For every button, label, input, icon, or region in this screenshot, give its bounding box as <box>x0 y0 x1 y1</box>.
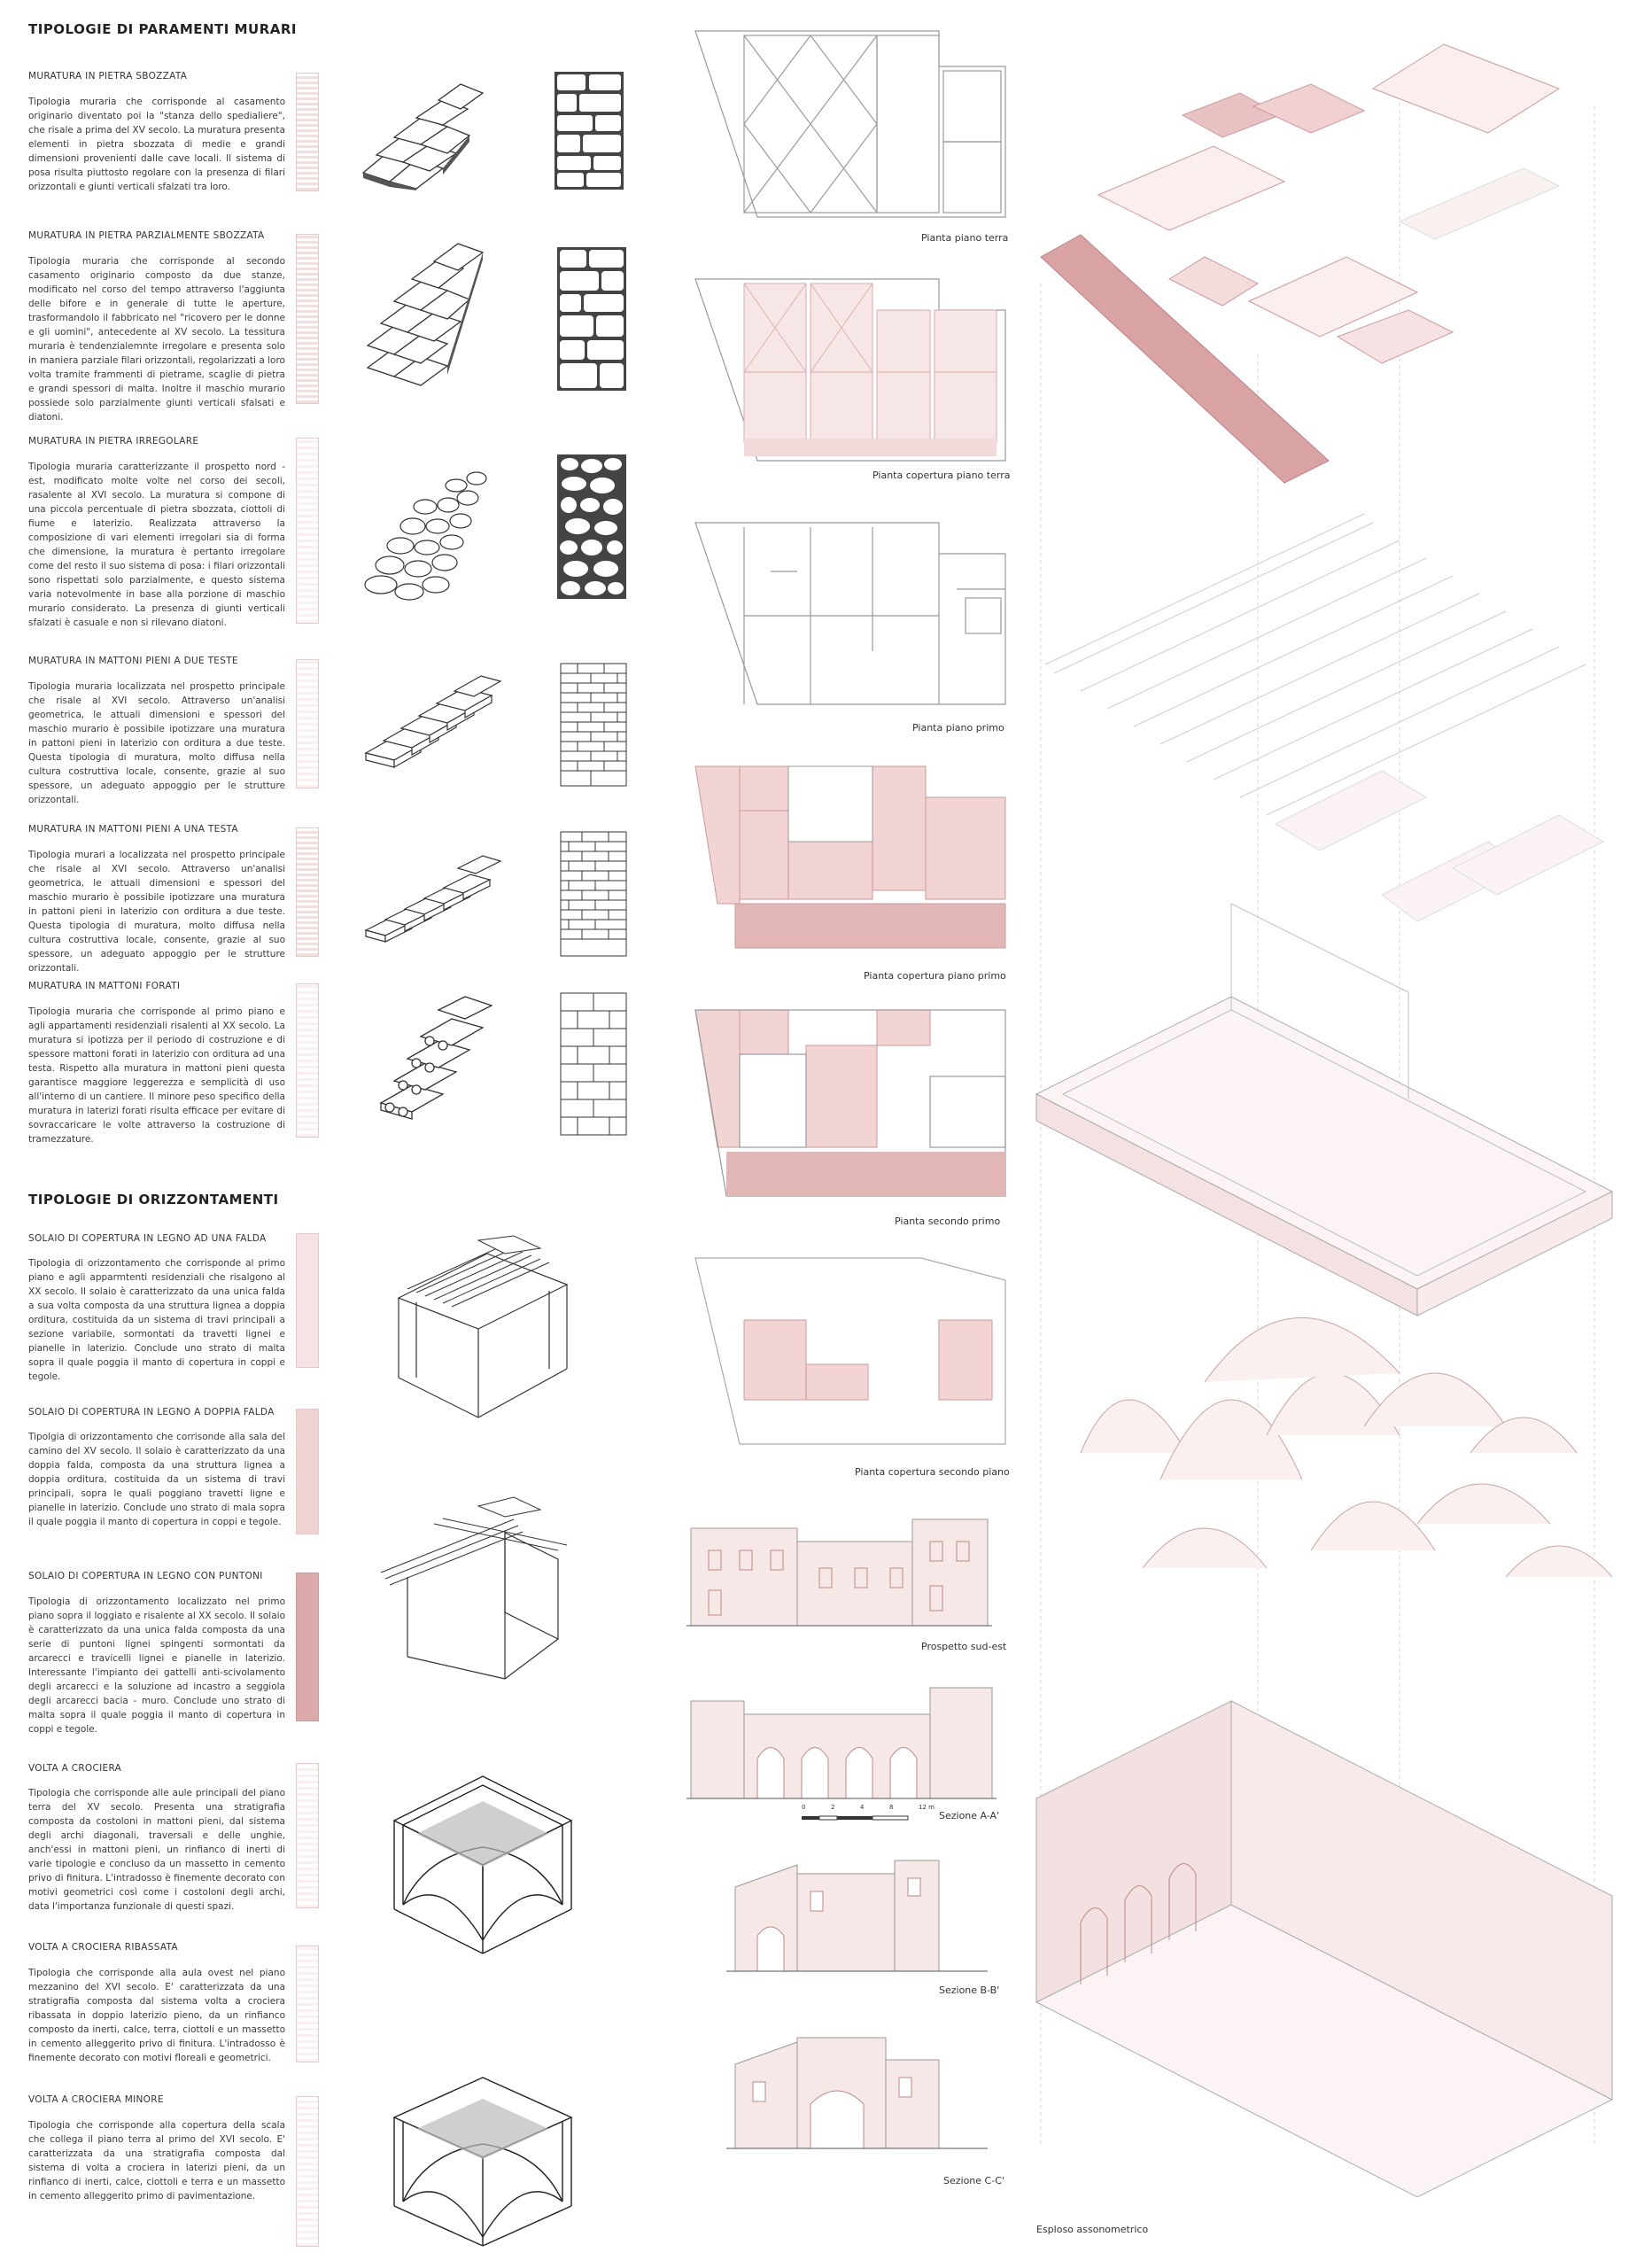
roof-axonometric-una-falda <box>390 1236 576 1422</box>
plan-secondo-primo <box>691 1006 1010 1200</box>
wall-elevation-sbozzata <box>554 71 624 190</box>
floor-type-description: Tipologia che corrisponde alla aula ovest nel piano mezzanino del XVI secolo. E' caratterizzata da una stratigrafia composta dal sistema volta a crociera ribassata in doppio laterizio pieno, da un rinfianco composto da inerti, calce, terra, ciottoli e un massetto in cemento alleggerito privo di finitura. L'intradosso è finemente decorato con motivi floreali e geometrici. <box>28 1968 285 2063</box>
scale-label: 0 <box>802 1804 806 1811</box>
scale-label: 2 <box>831 1804 835 1811</box>
wall-swatch <box>296 659 319 788</box>
floor-type-description: Tipologia che corrisponde alla copertura della scala che collega il piano terra al primo del XVI secolo. E' caratterizzata da una stratigrafia composta dal sistema di volta a crociera in laterizi pieni, da un rinfianco di inerti, calce, ciottoli e terra e un massetto in cemento alleggerito primo di pavimentazione. <box>28 2120 285 2202</box>
floor-type-title: VOLTA A CROCIERA RIBASSATA <box>28 1942 178 1953</box>
wall-type-title: MURATURA IN MATTONI PIENI A UNA TESTA <box>28 824 238 835</box>
roof-axonometric-doppia-falda <box>381 1497 576 1683</box>
floor-swatch <box>296 1573 319 1721</box>
plan-copertura-piano-primo <box>691 762 1010 952</box>
section-title-paramenti: TIPOLOGIE DI PARAMENTI MURARI <box>28 21 297 37</box>
floor-swatch <box>296 1763 319 1908</box>
plan-caption: Pianta copertura secondo piano <box>855 1466 1010 1478</box>
vault-axonometric-crociera <box>390 1776 576 1953</box>
wall-axonometric-sbozzata <box>354 66 505 190</box>
exploded-axonometric <box>1028 18 1639 2215</box>
wall-type-description: Tipologia muraria caratterizzante il prospetto nord - est, modificato molte volte nel corso dei secoli, rasalente al XVI secolo. La muratura si compone di una piccola percentuale di pietra sbozzata, ciottoli di fiume e laterizio. Realizzata attraverso la composizione di vari elementi irregolari sia di forma che dimensione, la muratura è pertanto irregolare come del resto il suo sistema di posa: i filari orizzontali sono rispettati solo parzialmente, e questo sistema varia notevolmente in base alla porzione di maschio murario considerato. La presenza di giunti verticali sfalzati è casuale e non si rilevano diatoni. <box>28 462 285 628</box>
wall-axonometric-irregolare <box>354 461 505 607</box>
floor-swatch <box>296 1409 319 1534</box>
floor-type-description: Tipologia che corrisponde alle aule principali del piano terra del XV secolo. Presenta una stratigrafia composta da costoloni in mattoni pieni, dal sistema degli archi diagonali, traversali e delle unghie, anch'essi in mattoni pieni, un rinfianco di inerti di varie tipologie e concluso da un massetto in cemento privo di finitura. L'intradosso è finemente decorato con motivi geometrici così come i costoloni degli archi, data l'importanza funzionale di questi spazi. <box>28 1788 285 1912</box>
floor-type-title: VOLTA A CROCIERA MINORE <box>28 2094 164 2105</box>
plan-caption: Pianta copertura piano terra <box>873 470 1011 481</box>
floor-swatch <box>296 1233 319 1368</box>
floor-type-description: Tipolgia di orizzontamento che corrisonde alla sala del camino del XV secolo. Il solaio è caratterizzato da una doppia falda, composta da una struttura lignea a doppia orditura, costituida da un sistema di travi principali, sopra le quali poggiano travetti ligne e pianelle in laterizio. Conclude uno strato di mala sopra il quale poggia il manto di copertura in coppi e tegole. <box>28 1432 285 1527</box>
floor-type-description: Tipologia di orizzontamento localizzato nel primo piano sopra il loggiato e risalente al XX secolo. Il solaio è caratterizzato da una unica falda composta da una serie di puntoni lignei spingenti sormontati da arcarecci e travicelli lignei e pianelle in laterizio. Interessante l'impianto dei gattelli anti-scivolamento degli arcarecci e la soluzione ad incastro a seggiola degli arcarecci bacia - muro. Conclude uno strato di malta sopra il quale poggia il manto di copertura in coppi e tegole. <box>28 1596 285 1735</box>
scale-label: 4 <box>860 1804 865 1811</box>
section-a <box>686 1679 1001 1803</box>
wall-type-description: Tipologia muraria che corrisponde al secondo casamento originario composto da due stanze, modificato nel corso del tempo attraverso l'aggiunta delle bifore e in generale di tutte le aperture, trasformandolo il fabbricato nel "ricovero per le donne e gli uomini", antecedente al XV secolo. La tessitura muraria è tendenzialemnte irregolare e presenta solo in maniera parziale filari orizzontali, regolarizzati a loro volta tramite frammenti di pietrame, scaglie di pietra e grandi spessori di malta. Inoltre il maschio murario possiede solo parzialmente giunti verticali sfalsati e diatoni. <box>28 256 285 423</box>
wall-type-title: MURATURA IN MATTONI PIENI A DUE TESTE <box>28 656 238 666</box>
vault-axonometric-minore <box>390 2078 576 2250</box>
floor-type-title: SOLAIO DI COPERTURA IN LEGNO CON PUNTONI <box>28 1571 263 1581</box>
wall-type-title: MURATURA IN PIETRA PARZIALMENTE SBOZZATA <box>28 230 265 241</box>
plan-piano-primo <box>691 518 1010 709</box>
floor-swatch <box>296 1946 319 2062</box>
wall-type-title: MURATURA IN MATTONI FORATI <box>28 981 181 991</box>
section-c <box>726 2029 992 2153</box>
wall-elevation-parz-sbozzata <box>556 246 627 392</box>
scale-bar-labels <box>802 1804 935 1811</box>
plan-copertura-piano-terra <box>691 275 1010 465</box>
wall-elevation-una-testa <box>560 831 627 957</box>
wall-swatch <box>296 73 319 191</box>
plan-caption: Esploso assonometrico <box>1036 2224 1149 2235</box>
wall-type-description: Tipologia murari a localizzata nel prospetto principale che risale al XVI secolo. Attraverso un'analisi geometrica, le attuali dimensioni e spessori del maschio murario è possibile ipotizzare una muratura in pattoni pieni in laterizio con orditura a due teste. Questa tipologia di muratura, molto diffusa nella cultura costruttiva locale, consente, grazie al suo spessore, un adeguato appoggio per le strutture orizzontali. <box>28 850 285 974</box>
section-title-orizzontamenti: TIPOLOGIE DI ORIZZONTAMENTI <box>28 1192 279 1208</box>
wall-type-description: Tipologia muraria che corrisponde al casamento originario diventato poi la "stanza dello spedialiere", che risale a prima del XV secolo. La muratura presenta elementi in pietra sbozzata di medie e grandi dimensioni provenienti dalle cave locali. Il sistema di posa risulta piuttosto regolare con la presenza di filari orizzontali e giunti verticali sfalzati tra loro. <box>28 97 285 192</box>
plan-caption: Pianta piano primo <box>912 722 1004 734</box>
plan-caption: Sezione C-C' <box>943 2175 1004 2186</box>
floor-type-title: VOLTA A CROCIERA <box>28 1763 122 1774</box>
wall-axonometric-una-testa <box>359 842 509 948</box>
wall-swatch <box>296 234 319 404</box>
plan-caption: Pianta piano terra <box>921 232 1009 244</box>
floor-swatch <box>296 2096 319 2247</box>
wall-elevation-due-teste <box>560 663 627 787</box>
wall-axonometric-parz-sbozzata <box>359 235 500 390</box>
wall-swatch <box>296 438 319 624</box>
plan-caption: Sezione A-A' <box>939 1810 1000 1821</box>
plan-caption: Sezione B-B' <box>939 1984 1000 1996</box>
wall-elevation-irregolare <box>556 454 627 600</box>
floor-type-description: Tipologia di orizzontamento che corrisponde al primo piano e agli apparmtenti residenziali che risalgono al XX secolo. Il solaio è caratterizzato da una unica falda a sua volta composta da una struttura lignea a doppia orditura, costituida da un sistema di travi principali a sezione variabile, sormontati da travetti lignei e pianelle in laterizio. Conclude uno strato di malta sopra il quale poggia il manto di copertura in coppi e tegole. <box>28 1258 285 1382</box>
wall-type-description: Tipologia muraria che corrisponde al primo piano e agli appartamenti residenziali risalenti al XX secolo. La muratura si ipotizza per il periodo di costruzione e di spessore mattoni forati in laterizio con orditura ad una testa. Rispetto alla muratura in mattoni pieni questa garantisce maggiore leggerezza e semplicità di uso all'interno di un cantiere. Il minore peso specifico della muratura in laterizi forati risulta efficace per evitare di sovraccaricare le volte attraverso la costruzione di tramezzature. <box>28 1006 285 1145</box>
wall-swatch <box>296 983 319 1138</box>
wall-axonometric-forati <box>363 988 505 1121</box>
plan-caption: Pianta copertura piano primo <box>864 970 1006 982</box>
elevation-prospetto <box>686 1506 997 1630</box>
plan-copertura-secondo-piano <box>691 1254 1010 1449</box>
wall-swatch <box>296 827 319 957</box>
plan-caption: Pianta secondo primo <box>895 1216 1001 1227</box>
wall-axonometric-due-teste <box>359 656 509 771</box>
wall-type-description: Tipologia muraria localizzata nel prospetto principale che risale al XVI secolo. Attraverso un'analisi geometrica, le attuali dimensioni e spessori del maschio murario è possibile ipotizzare una muratura in pattoni pieni in laterizio con orditura a due teste. Questa tipologia di muratura, molto diffusa nella cultura costruttiva locale, consente, grazie al suo spessore, un adeguato appoggio per le strutture orizzontali. <box>28 681 285 805</box>
scale-label: 8 <box>889 1804 894 1811</box>
wall-elevation-forati <box>560 992 627 1136</box>
plan-caption: Prospetto sud-est <box>921 1641 1007 1652</box>
floor-type-title: SOLAIO DI COPERTURA IN LEGNO AD UNA FALDA <box>28 1233 267 1244</box>
wall-type-title: MURATURA IN PIETRA IRREGOLARE <box>28 436 199 447</box>
plan-piano-terra <box>691 27 1010 221</box>
section-b <box>726 1852 992 1976</box>
wall-type-title: MURATURA IN PIETRA SBOZZATA <box>28 71 188 82</box>
scale-label: 12 m <box>919 1804 935 1811</box>
floor-type-title: SOLAIO DI COPERTURA IN LEGNO A DOPPIA FALDA <box>28 1407 275 1418</box>
